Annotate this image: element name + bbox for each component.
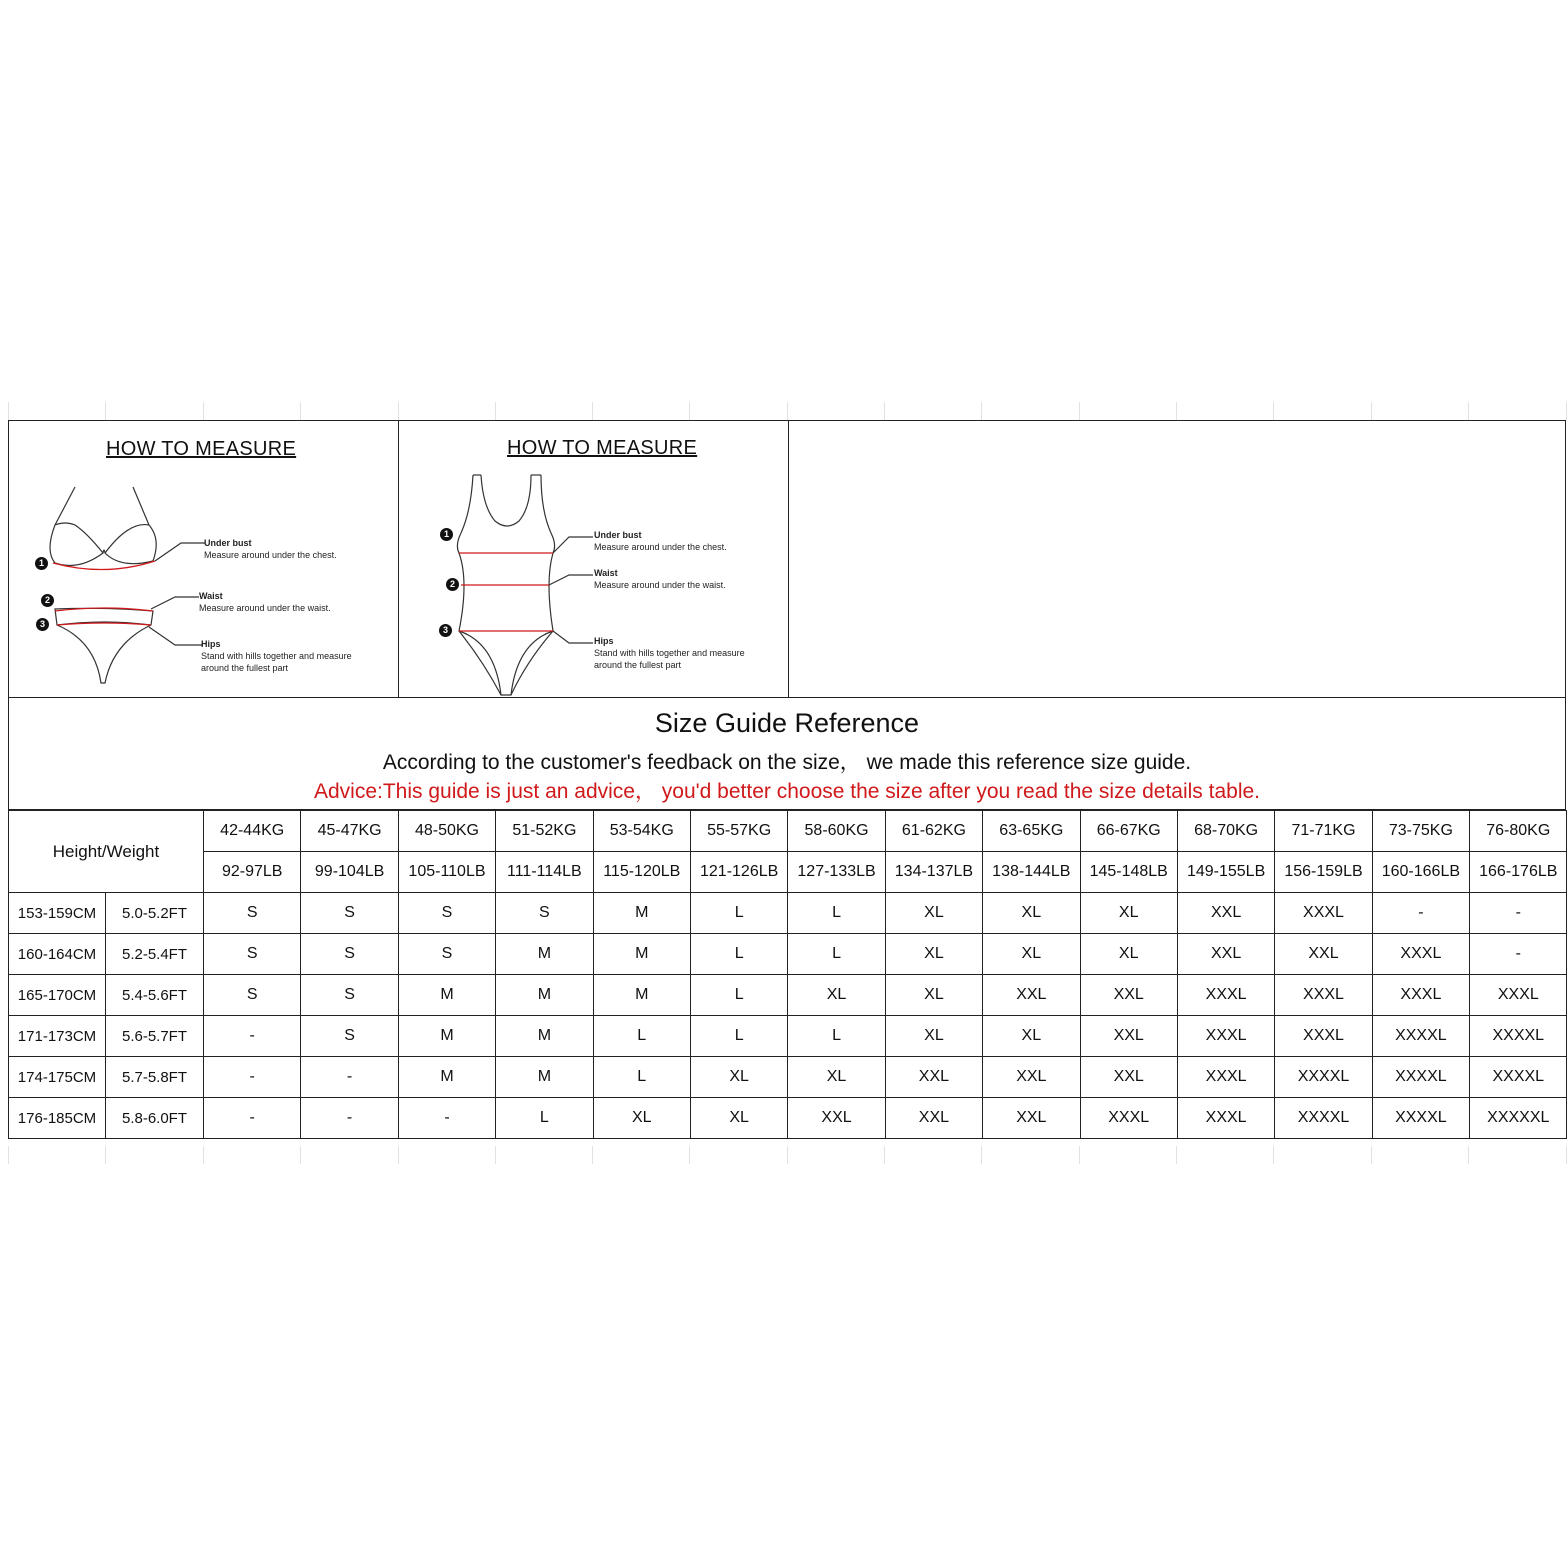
height-cm-cell: 165-170CM bbox=[9, 975, 106, 1016]
guide-tick bbox=[1273, 402, 1274, 420]
size-cell: L bbox=[788, 934, 885, 975]
size-cell: XXXL bbox=[1177, 1098, 1274, 1139]
size-cell: XXXXL bbox=[1275, 1057, 1372, 1098]
weight-kg-header: 55-57KG bbox=[690, 811, 787, 852]
guide-tick bbox=[1176, 1146, 1177, 1164]
size-cell: XXL bbox=[1080, 1016, 1177, 1057]
height-ft-cell: 5.4-5.6FT bbox=[106, 975, 204, 1016]
guide-tick bbox=[1079, 1146, 1080, 1164]
size-cell: XXL bbox=[788, 1098, 885, 1139]
size-cell: L bbox=[690, 1016, 787, 1057]
size-cell: - bbox=[204, 1057, 301, 1098]
empty-panel bbox=[789, 421, 1566, 698]
size-cell: L bbox=[690, 934, 787, 975]
size-cell: M bbox=[398, 1057, 495, 1098]
weight-lb-header: 134-137LB bbox=[885, 852, 982, 893]
table-row bbox=[9, 1016, 1567, 1057]
size-cell: L bbox=[690, 893, 787, 934]
guide-tick bbox=[981, 1146, 982, 1164]
guide-tick bbox=[398, 1146, 399, 1164]
guide-tick bbox=[592, 402, 593, 420]
size-cell: M bbox=[593, 893, 690, 934]
size-guide-title: Size Guide Reference bbox=[654, 708, 920, 738]
weight-kg-header: 68-70KG bbox=[1177, 811, 1274, 852]
under-bust-label: Under bust Measure around under the chest. bbox=[204, 538, 337, 560]
guide-tick bbox=[203, 402, 204, 420]
size-cell: XXL bbox=[1080, 975, 1177, 1016]
height-ft-cell: 5.8-6.0FT bbox=[106, 1098, 204, 1139]
size-cell: S bbox=[398, 934, 495, 975]
size-guide-header bbox=[8, 698, 1566, 810]
guide-tick bbox=[1079, 402, 1080, 420]
guide-tick bbox=[495, 402, 496, 420]
size-cell: S bbox=[301, 893, 398, 934]
size-cell: XXXXL bbox=[1470, 1016, 1567, 1057]
panel-title: HOW TO MEASURE bbox=[106, 438, 297, 460]
marker-2-icon: 2 bbox=[446, 578, 459, 591]
size-cell: XL bbox=[983, 934, 1080, 975]
weight-kg-header: 53-54KG bbox=[593, 811, 690, 852]
size-cell: XXXL bbox=[1080, 1098, 1177, 1139]
weight-lb-header: 156-159LB bbox=[1275, 852, 1372, 893]
guide-tick bbox=[1468, 1146, 1469, 1164]
weight-lb-header: 121-126LB bbox=[690, 852, 787, 893]
size-cell: XXXXL bbox=[1275, 1098, 1372, 1139]
guide-tick bbox=[105, 402, 106, 420]
size-cell: L bbox=[788, 1016, 885, 1057]
weight-kg-header: 45-47KG bbox=[301, 811, 398, 852]
size-cell: - bbox=[1470, 934, 1567, 975]
size-cell: XXXL bbox=[1177, 975, 1274, 1016]
size-cell: XXXL bbox=[1177, 1016, 1274, 1057]
size-cell: XL bbox=[885, 975, 982, 1016]
weight-kg-header: 63-65KG bbox=[983, 811, 1080, 852]
height-cm-cell: 160-164CM bbox=[9, 934, 106, 975]
size-cell: - bbox=[398, 1098, 495, 1139]
size-cell: - bbox=[301, 1057, 398, 1098]
guide-tick bbox=[1371, 1146, 1372, 1164]
weight-kg-header: 42-44KG bbox=[204, 811, 301, 852]
size-cell: XXL bbox=[1177, 893, 1274, 934]
weight-kg-header: 73-75KG bbox=[1372, 811, 1469, 852]
weight-lb-header: 149-155LB bbox=[1177, 852, 1274, 893]
size-cell: XXXXXL bbox=[1470, 1098, 1567, 1139]
weight-kg-header: 76-80KG bbox=[1470, 811, 1567, 852]
height-cm-cell: 153-159CM bbox=[9, 893, 106, 934]
height-weight-corner: Height/Weight bbox=[9, 811, 204, 893]
marker-1-icon: 1 bbox=[440, 528, 453, 541]
size-cell: XL bbox=[983, 1016, 1080, 1057]
size-cell: XXL bbox=[1177, 934, 1274, 975]
size-cell: S bbox=[204, 893, 301, 934]
guide-tick bbox=[689, 1146, 690, 1164]
size-cell: XL bbox=[690, 1098, 787, 1139]
size-cell: XXL bbox=[983, 975, 1080, 1016]
table-row bbox=[9, 1057, 1567, 1098]
guide-tick bbox=[300, 1146, 301, 1164]
height-ft-cell: 5.7-5.8FT bbox=[106, 1057, 204, 1098]
panel-title: HOW TO MEASURE bbox=[507, 437, 698, 459]
guide-tick bbox=[300, 402, 301, 420]
size-cell: - bbox=[1470, 893, 1567, 934]
bikini-measure-panel bbox=[9, 421, 399, 698]
marker-2-icon: 2 bbox=[41, 594, 54, 607]
weight-lb-header: 166-176LB bbox=[1470, 852, 1567, 893]
guide-tick bbox=[884, 402, 885, 420]
size-cell: M bbox=[398, 975, 495, 1016]
size-cell: XXXXL bbox=[1372, 1016, 1469, 1057]
weight-lb-header: 138-144LB bbox=[983, 852, 1080, 893]
size-cell: XL bbox=[788, 1057, 885, 1098]
size-cell: XL bbox=[593, 1098, 690, 1139]
size-cell: XL bbox=[690, 1057, 787, 1098]
size-cell: - bbox=[301, 1098, 398, 1139]
size-cell: M bbox=[496, 1057, 593, 1098]
weight-lb-header: 145-148LB bbox=[1080, 852, 1177, 893]
size-guide-subtitle: According to the customer's feedback on the size， we made this reference size guide. bbox=[382, 751, 1192, 774]
size-cell: - bbox=[204, 1098, 301, 1139]
size-cell: M bbox=[593, 975, 690, 1016]
table-row bbox=[9, 893, 1567, 934]
size-cell: S bbox=[301, 1016, 398, 1057]
guide-tick bbox=[1566, 402, 1567, 420]
weight-lb-row bbox=[9, 852, 1567, 893]
size-cell: S bbox=[301, 934, 398, 975]
size-cell: S bbox=[398, 893, 495, 934]
size-cell: XL bbox=[885, 934, 982, 975]
guide-tick bbox=[105, 1146, 106, 1164]
size-guide-advice: Advice:This guide is just an advice， you'd better choose the size after you read the size details table. bbox=[313, 780, 1261, 803]
height-ft-cell: 5.6-5.7FT bbox=[106, 1016, 204, 1057]
guide-tick bbox=[981, 402, 982, 420]
swimsuit-measure-panel bbox=[399, 421, 789, 698]
size-cell: S bbox=[301, 975, 398, 1016]
size-cell: - bbox=[1372, 893, 1469, 934]
guide-tick bbox=[1566, 1146, 1567, 1164]
weight-lb-header: 127-133LB bbox=[788, 852, 885, 893]
size-table bbox=[8, 810, 1567, 1139]
table-row bbox=[9, 975, 1567, 1016]
column-guides-bottom bbox=[0, 1146, 1568, 1164]
measure-panels bbox=[8, 420, 1566, 698]
hips-label: Hips Stand with hills together and measure around the fullest part bbox=[201, 639, 352, 673]
size-cell: S bbox=[496, 893, 593, 934]
size-cell: XXL bbox=[983, 1057, 1080, 1098]
guide-tick bbox=[1468, 402, 1469, 420]
guide-tick bbox=[884, 1146, 885, 1164]
size-cell: XXXXL bbox=[1372, 1098, 1469, 1139]
size-cell: XXL bbox=[885, 1098, 982, 1139]
height-ft-cell: 5.0-5.2FT bbox=[106, 893, 204, 934]
weight-lb-header: 105-110LB bbox=[398, 852, 495, 893]
size-cell: XL bbox=[983, 893, 1080, 934]
size-cell: M bbox=[398, 1016, 495, 1057]
weight-lb-header: 160-166LB bbox=[1372, 852, 1469, 893]
size-cell: XXXL bbox=[1275, 893, 1372, 934]
size-cell: XL bbox=[885, 893, 982, 934]
weight-kg-header: 61-62KG bbox=[885, 811, 982, 852]
under-bust-label: Under bust Measure around under the chest. bbox=[594, 530, 727, 552]
size-cell: XL bbox=[788, 975, 885, 1016]
guide-tick bbox=[1176, 402, 1177, 420]
size-cell: XL bbox=[1080, 934, 1177, 975]
guide-tick bbox=[787, 402, 788, 420]
size-cell: XXXXL bbox=[1470, 1057, 1567, 1098]
table-row bbox=[9, 1098, 1567, 1139]
weight-kg-header: 48-50KG bbox=[398, 811, 495, 852]
weight-lb-header: 115-120LB bbox=[593, 852, 690, 893]
height-ft-cell: 5.2-5.4FT bbox=[106, 934, 204, 975]
size-cell: L bbox=[788, 893, 885, 934]
guide-tick bbox=[8, 1146, 9, 1164]
weight-lb-header: 92-97LB bbox=[204, 852, 301, 893]
marker-3-icon: 3 bbox=[36, 618, 49, 631]
size-cell: L bbox=[593, 1016, 690, 1057]
size-cell: XXL bbox=[885, 1057, 982, 1098]
guide-tick bbox=[8, 402, 9, 420]
size-cell: XXXL bbox=[1177, 1057, 1274, 1098]
size-cell: XXL bbox=[1275, 934, 1372, 975]
weight-kg-row bbox=[9, 811, 1567, 852]
weight-kg-header: 51-52KG bbox=[496, 811, 593, 852]
weight-kg-header: 66-67KG bbox=[1080, 811, 1177, 852]
size-cell: M bbox=[496, 975, 593, 1016]
guide-tick bbox=[787, 1146, 788, 1164]
weight-kg-header: 58-60KG bbox=[788, 811, 885, 852]
size-cell: XL bbox=[885, 1016, 982, 1057]
waist-label: Waist Measure around under the waist. bbox=[199, 591, 331, 613]
size-cell: XL bbox=[1080, 893, 1177, 934]
hips-label: Hips Stand with hills together and measure around the fullest part bbox=[594, 636, 745, 670]
guide-tick bbox=[1371, 402, 1372, 420]
weight-lb-header: 99-104LB bbox=[301, 852, 398, 893]
height-cm-cell: 174-175CM bbox=[9, 1057, 106, 1098]
column-guides-top bbox=[0, 402, 1568, 420]
height-cm-cell: 171-173CM bbox=[9, 1016, 106, 1057]
guide-tick bbox=[203, 1146, 204, 1164]
size-cell: M bbox=[593, 934, 690, 975]
size-cell: L bbox=[593, 1057, 690, 1098]
table-row bbox=[9, 934, 1567, 975]
size-cell: M bbox=[496, 934, 593, 975]
size-cell: XXXL bbox=[1372, 934, 1469, 975]
guide-tick bbox=[1273, 1146, 1274, 1164]
size-cell: L bbox=[690, 975, 787, 1016]
size-cell: S bbox=[204, 934, 301, 975]
guide-tick bbox=[592, 1146, 593, 1164]
size-cell: XXXXL bbox=[1372, 1057, 1469, 1098]
size-cell: M bbox=[496, 1016, 593, 1057]
size-cell: S bbox=[204, 975, 301, 1016]
size-cell: - bbox=[204, 1016, 301, 1057]
size-cell: XXL bbox=[1080, 1057, 1177, 1098]
size-cell: XXXL bbox=[1275, 1016, 1372, 1057]
size-cell: XXXL bbox=[1372, 975, 1469, 1016]
weight-lb-header: 111-114LB bbox=[496, 852, 593, 893]
weight-kg-header: 71-71KG bbox=[1275, 811, 1372, 852]
guide-tick bbox=[398, 402, 399, 420]
marker-1-icon: 1 bbox=[35, 557, 48, 570]
size-cell: XXL bbox=[983, 1098, 1080, 1139]
size-cell: XXXL bbox=[1470, 975, 1567, 1016]
waist-label: Waist Measure around under the waist. bbox=[594, 568, 726, 590]
marker-3-icon: 3 bbox=[439, 624, 452, 637]
guide-tick bbox=[689, 402, 690, 420]
guide-tick bbox=[495, 1146, 496, 1164]
size-cell: L bbox=[496, 1098, 593, 1139]
size-cell: XXXL bbox=[1275, 975, 1372, 1016]
height-cm-cell: 176-185CM bbox=[9, 1098, 106, 1139]
